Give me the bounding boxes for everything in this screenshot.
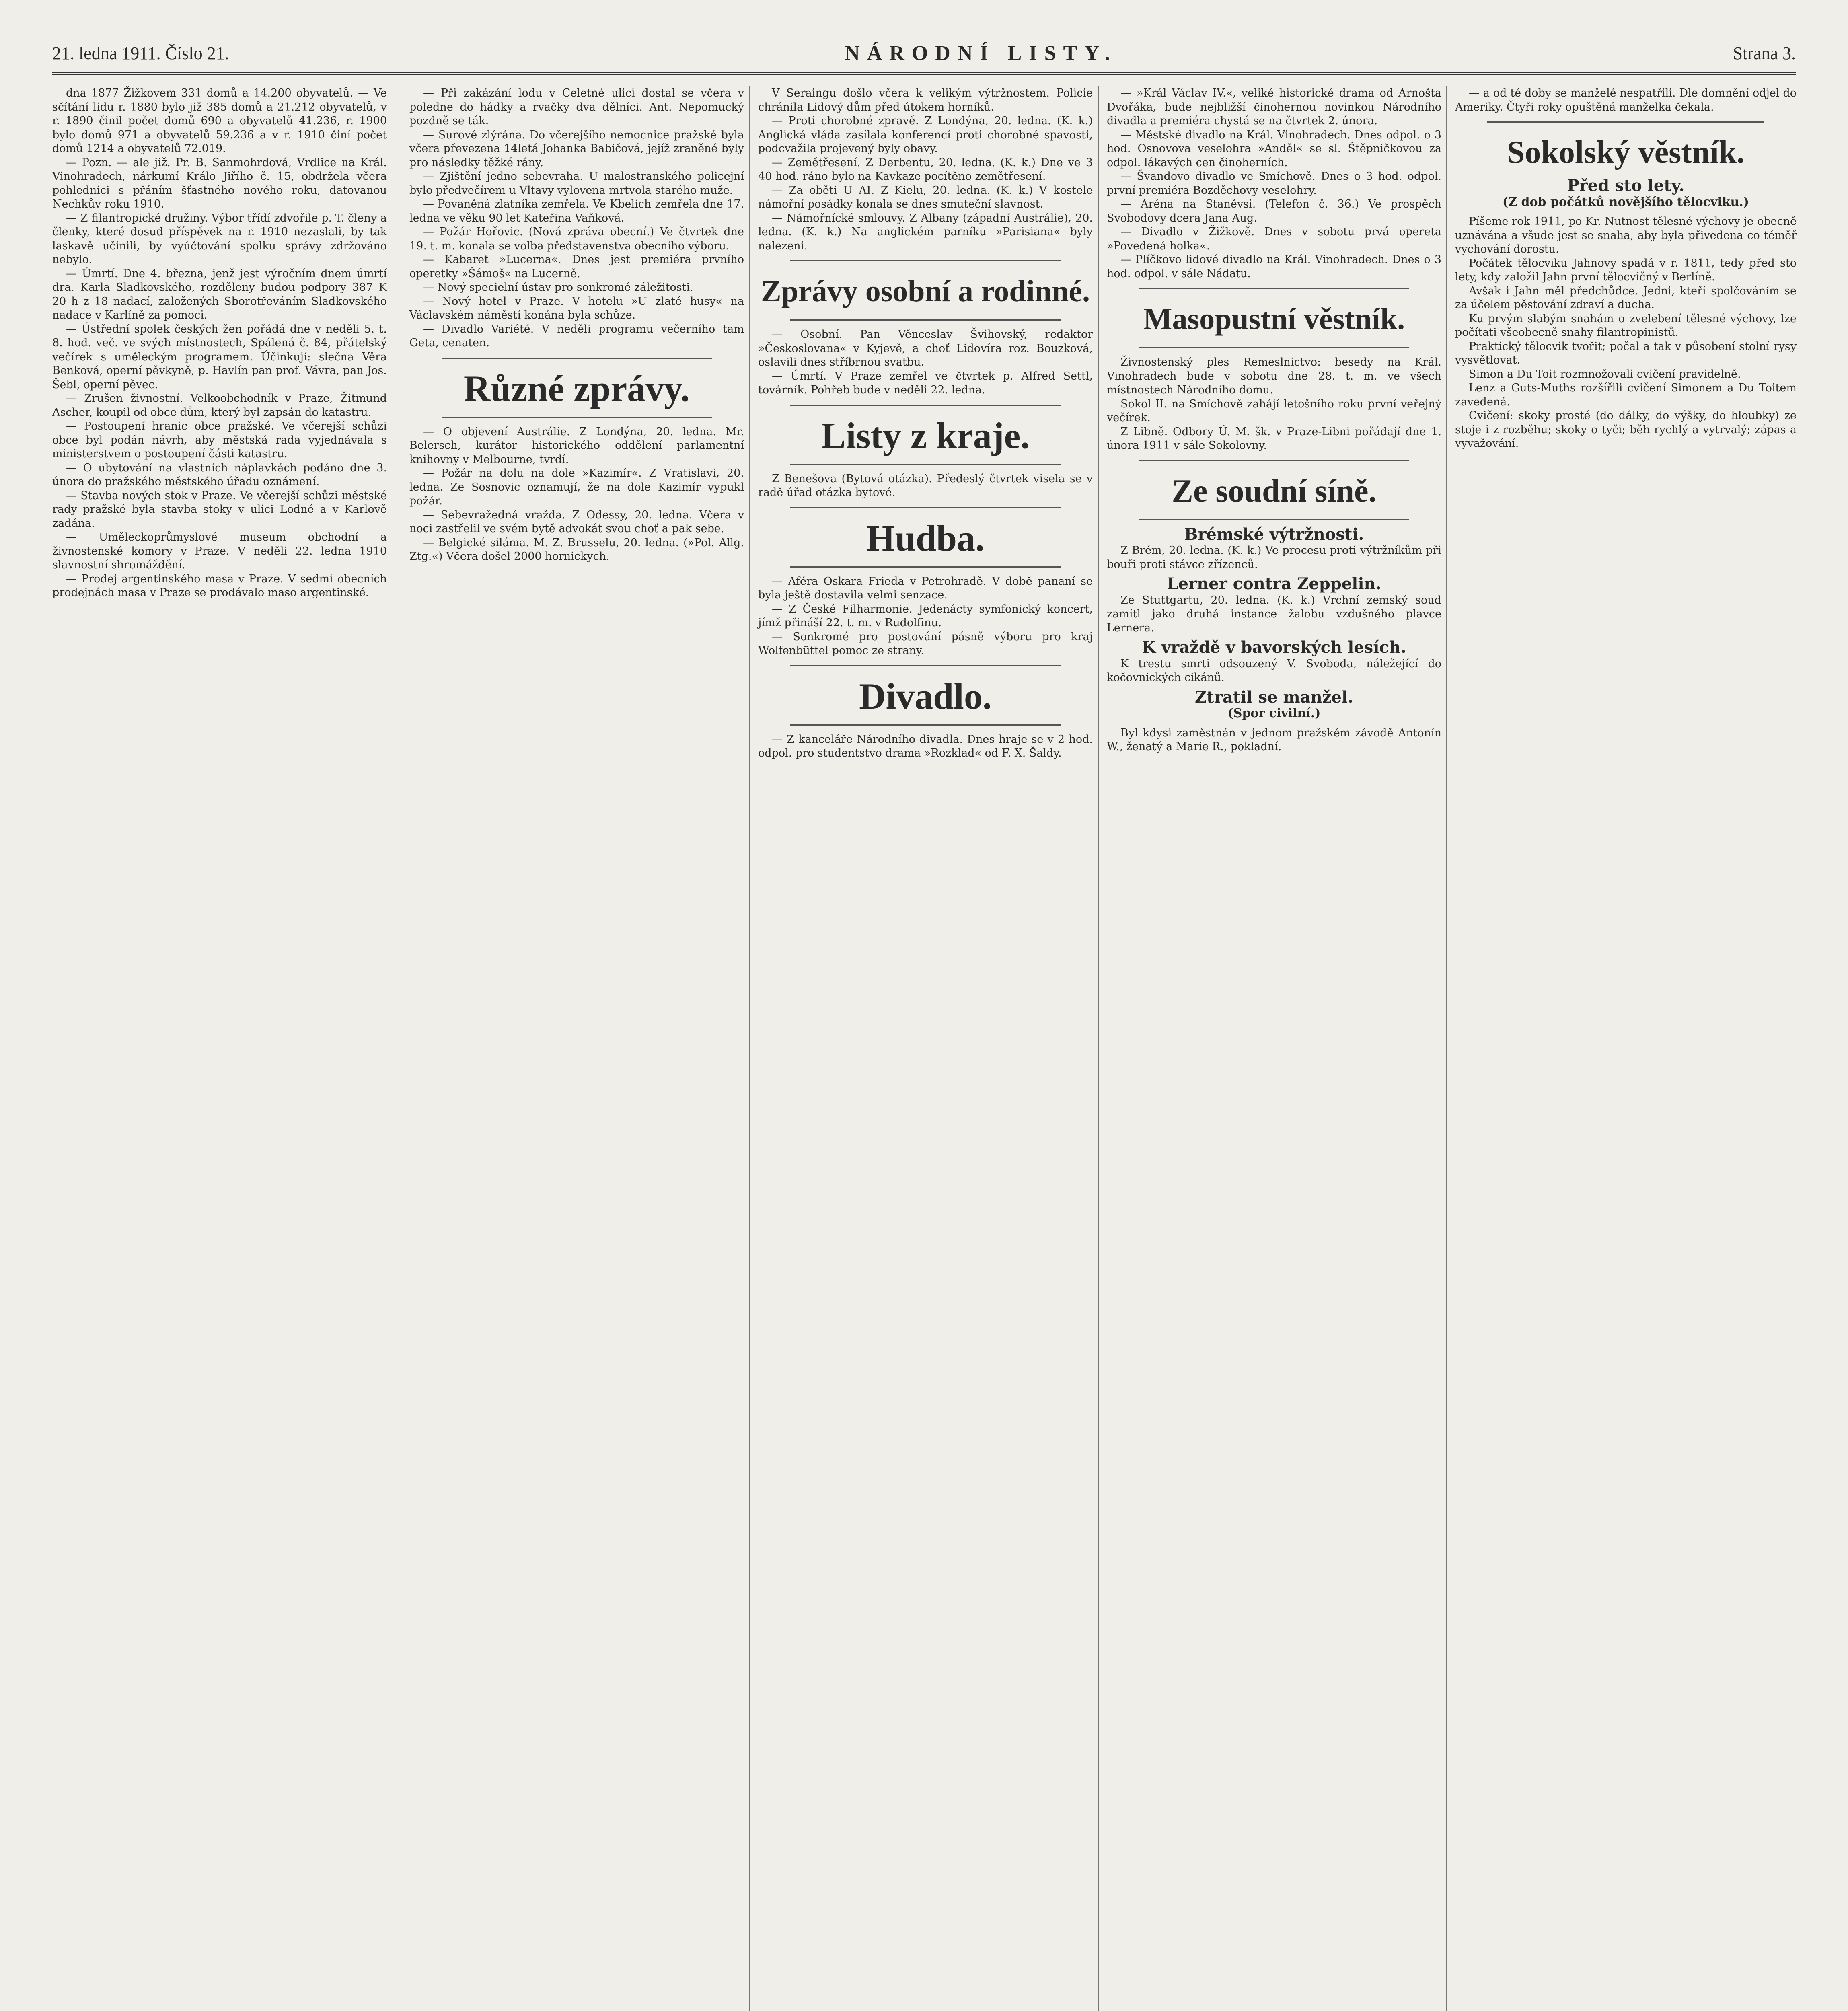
article: — Z České Filharmonie. Jedenácty symfonický koncert, jímž přináší 22. t. m. v Rudolfinu. <box>758 602 1093 629</box>
section-heading: Hudba. <box>866 517 985 559</box>
article: — Divadlo Variété. V neděli programu večerního tam Geta, cenaten. <box>409 323 744 349</box>
article: — Z filantropické družiny. Výbor třídí zdvořile p. T. členy a členky, které dosud příspěvek na r. 1910 nezaslali, by tak laskavě učinili, by vyúčtování spolku správy zdržováno nebylo. <box>52 212 387 266</box>
article: — »Král Václav IV.«, veliké historické drama od Arnošta Dvořáka, bude nejbližší činohernou novinkou Národního divadla a premiéra chystá se na čtvrtek 2. února. <box>1107 87 1441 127</box>
column-1 <box>52 86 387 2011</box>
masthead <box>52 24 1796 75</box>
article: — Surové zlýrána. Do včerejšího nemocnice pražské byla včera převezena 14letá Johanka Babičová, jejíž zraněné byly pro následky těžké rány. <box>409 128 744 169</box>
article: Byl kdysi zaměstnán v jednom pražském závodě Antonín W., ženatý a Marie R., pokladní. <box>1107 726 1441 753</box>
article-heading: Lerner contra Zeppelin. <box>1167 574 1381 593</box>
newspaper-title: NÁRODNÍ LISTY. <box>845 42 1117 65</box>
column-5 <box>1446 86 1797 2011</box>
article: V Seraingu došlo včera k velikým výtržnostem. Policie chránila Lidový dům před útokem horníků. <box>758 87 1093 113</box>
article: — Námořnícké smlouvy. Z Albany (západní Austrálie), 20. ledna. (K. k.) Na anglickém parníku »Parisiana« byly nalezeni. <box>758 212 1093 252</box>
article: — Pozn. — ale již. Pr. B. Sanmohrdová, Vrdlice na Král. Vinohradech, nárkumí Králo Jiřího č. 15, obdržela včera pohlednici s přáním šťastného nového roku, datovanou Nechkův roku 1910. <box>52 156 387 210</box>
section-divider <box>442 417 712 418</box>
section-divider <box>1139 288 1409 289</box>
article: — Nový specielní ústav pro sonkromé záležitosti. <box>423 281 693 294</box>
article: — Požár Hořovic. (Nová zpráva obecní.) Ve čtvrtek dne 19. t. m. konala se volba představenstva obecního výboru. <box>409 226 744 252</box>
article: Lenz a Guts-Muths rozšířili cvičení Simonem a Du Toitem zavedená. <box>1455 382 1797 408</box>
article: — Aréna na Staněvsi. (Telefon č. 36.) Ve prospěch Svobodovy dcera Jana Aug. <box>1107 198 1441 224</box>
article: — Aféra Oskara Frieda v Petrohradě. V době pananí se byla ještě dostavila velmi senzace. <box>758 575 1093 601</box>
article: Z Benešova (Bytová otázka). Předeslý čtvrtek visela se v radě úřad otázka bytové. <box>758 472 1093 499</box>
article-heading: K vraždě v bavorských lesích. <box>1142 638 1406 657</box>
article: Z Brém, 20. ledna. (K. k.) Ve procesu proti výtržníkům při bouři proti stávce zřízenců. <box>1107 544 1441 571</box>
section-heading: Ze soudní síně. <box>1172 473 1377 509</box>
article-heading: Brémské výtržnosti. <box>1184 524 1364 544</box>
article: — Za oběti U AI. Z Kielu, 20. ledna. (K. k.) V kostele námořní posádky konala se dnes smuteční slavnost. <box>758 184 1093 210</box>
section-divider <box>1139 519 1409 520</box>
article: — Kabaret »Lucerna«. Dnes jest premiéra prvního operetky »Šámoš« na Lucerně. <box>409 253 744 280</box>
section-heading: Sokolský věstník. <box>1507 135 1745 170</box>
article: — a od té doby se manželé nespatřili. Dle domnění odjel do Ameriky. Čtyři roky opuštěná manželka čekala. <box>1455 87 1797 113</box>
article-subheading: (Spor civilní.) <box>1227 706 1321 720</box>
article: — Úmrtí. V Praze zemřel ve čtvrtek p. Alfred Settl, továrník. Pohřeb bude v neděli 22. ledna. <box>758 370 1093 396</box>
section-divider <box>790 319 1061 321</box>
columns <box>52 86 1796 2011</box>
article: — Úmrtí. Dne 4. března, jenž jest výročním dnem úmrtí dra. Karla Sladkovského, rozděleny budou podpory 387 K 20 h z 18 nadací, založených Sborotřeváním Sladkovského nadace v Karlíně za pomoci. <box>52 267 387 321</box>
section-divider <box>442 358 712 359</box>
section-divider <box>790 507 1061 508</box>
column-3 <box>749 86 1093 2011</box>
article: — Postoupení hranic obce pražské. Ve včerejší schůzi obce byl podán návrh, aby městská rada vyjednávala s ministerstvem o postoupení části katastru. <box>52 420 387 460</box>
column-2 <box>401 86 744 2011</box>
article: Píšeme rok 1911, po Kr. Nutnost tělesné výchovy je obecně uznávána a všude jest se snaha, aby byla přivedena co téměř vychování dorostu. <box>1455 215 1797 255</box>
article-heading: Ztratil se manžel. <box>1195 687 1353 707</box>
article: — Zrušen živnostní. Velkoobchodník v Praze, Žitmund Ascher, koupil od obce dům, který byl zapsán do katastru. <box>52 392 387 419</box>
section-divider <box>1487 121 1764 123</box>
article: — O ubytování na vlastních náplavkách podáno dne 3. února do pražského městského úřadu oznámení. <box>52 461 387 488</box>
section-divider <box>790 260 1061 261</box>
article: dna 1877 Žižkovem 331 domů a 14.200 obyvatelů. — Ve sčítání lidu r. 1880 bylo již 385 domů a 21.212 obyvatelů, v r. 1890 činil počet domů 690 a obyvatelů 41.236, r. 1900 bylo domů 971 a obyvatelů 59.236 a v r. 1910 činí počet domů 1214 a obyvatelů 72.019. <box>52 87 387 155</box>
column-4 <box>1098 86 1441 2011</box>
article: — Sebevražedná vražda. Z Odessy, 20. ledna. Včera v noci zastřelil ve svém bytě advokát svou choť a pak sebe. <box>409 508 744 535</box>
section-divider <box>790 665 1061 666</box>
article: — Povaněná zlatníka zemřela. Ve Kbelích zemřela dne 17. ledna ve věku 90 let Kateřina Vaňková. <box>409 198 744 224</box>
article: Ku prvým slabým snahám o zvelebení tělesné výchovy, lze počítati všeobecně snahy filantropinistů. <box>1455 312 1797 339</box>
article: — Z kanceláře Národního divadla. Dnes hraje se v 2 hod. odpol. pro studentstvo drama »Rozklad« od F. X. Šaldy. <box>758 733 1093 759</box>
article: Cvičení: skoky prosté (do dálky, do výšky, do hloubky) ze stoje i z rozběhu; skoky o tyči; běh rychlý a vytrvalý; zápas a vyvažování. <box>1455 409 1797 450</box>
article: — Prodej argentinského masa v Praze. V sedmi obecních prodejnách masa v Praze se prodávalo maso argentinské. <box>52 572 387 599</box>
article: — Nový hotel v Praze. V hotelu »U zlaté husy« na Václavském náměstí konána byla schůze. <box>409 295 744 321</box>
section-divider <box>790 464 1061 465</box>
section-divider <box>1139 347 1409 348</box>
article: Z Libně. Odbory Ú. M. šk. v Praze-Libni pořádají dne 1. února 1911 v sále Sokolovny. <box>1107 425 1441 452</box>
article: Praktický tělocvik tvořit; počal a tak v působení stolní rysy vysvětlovat. <box>1455 340 1797 366</box>
issue-date: 21. ledna 1911. Číslo 21. <box>52 43 229 63</box>
article: — Stavba nových stok v Praze. Ve včerejší schůzi městské rady pražské byla stavba stoky v ulici Lodné a v Karlově zadána. <box>52 489 387 530</box>
article: — Požár na dolu na dole »Kazimír«. Z Vratislavi, 20. ledna. Ze Sosnovic oznamují, že na dole Kazimír vypukl požár. <box>409 467 744 507</box>
section-divider <box>790 405 1061 406</box>
page-number: Strana 3. <box>1733 43 1796 63</box>
article: — Švandovo divadlo ve Smíchově. Dnes o 3 hod. odpol. první premiéra Bozděchovy veselohry. <box>1107 170 1441 197</box>
article-heading: Před sto lety. <box>1567 176 1685 195</box>
section-heading: Různé zprávy. <box>463 368 690 409</box>
section-divider <box>790 724 1061 726</box>
article: Živnostenský ples Remeslnictvo: besedy na Král. Vinohradech bude v sobotu dne 28. t. m. ve všech místnostech Národního domu. <box>1107 356 1441 396</box>
article: Avšak i Jahn měl předchůdce. Jedni, kteří spolčováním se za účelem pěstování zdraví a ducha. <box>1455 284 1797 311</box>
section-heading: Listy z kraje. <box>821 415 1030 456</box>
article: — Zemětřesení. Z Derbentu, 20. ledna. (K. k.) Dne ve 3 40 hod. ráno bylo na Kavkaze pocítěno zemětřesení. <box>758 156 1093 183</box>
article-subheading: (Z dob počátků novějšího tělocviku.) <box>1503 195 1749 209</box>
article: — Ústřední spolek českých žen pořádá dne v neděli 5. t. 8. hod. več. ve svých místnostech, Spálená č. 84, přátelský večírek s uměleckým programem. Účinkují: slečna Věra Benková, operní pěvkyně, p. Havlín pan prof. Vávra, pan Jos. Šebl, operní pěvec. <box>52 323 387 391</box>
article: K trestu smrti odsouzený V. Svoboda, náležející do kočovnických cikánů. <box>1107 657 1441 684</box>
article: — Městské divadlo na Král. Vinohradech. Dnes odpol. o 3 hod. Osnovova veselohra »Anděl« se sl. Štěpničkovou za odpol. lákavých cen činoherních. <box>1107 128 1441 169</box>
article: — Plíčkovo lidové divadlo na Král. Vinohradech. Dnes o 3 hod. odpol. v sále Nádatu. <box>1107 253 1441 280</box>
article: Sokol II. na Smíchově zahájí letošního roku první veřejný večírek. <box>1107 397 1441 424</box>
article: — Zjištění jedno sebevraha. U malostranského policejní bylo předvečírem u Vltavy vylovena mrtvola starého muže. <box>409 170 744 197</box>
article: Simon a Du Toit rozmnožovali cvičení pravidelně. <box>1469 368 1741 380</box>
article: Počátek tělocviku Jahnovy spadá v r. 1811, tedy před sto lety, kdy založil Jahn první tělocvičný v Berlíně. <box>1455 257 1797 283</box>
article: — Belgické siláma. M. Z. Brusselu, 20. ledna. (»Pol. Allg. Ztg.«) Včera došel 2000 hornickych. <box>409 536 744 563</box>
article: — Při zakázání lodu v Celetné ulici dostal se včera v poledne do hádky a rvačky dva dělníci. Ant. Nepomucký pozdně se ták. <box>409 87 744 127</box>
section-heading: Divadlo. <box>859 675 992 717</box>
section-divider <box>1139 460 1409 461</box>
article: Ze Stuttgartu, 20. ledna. (K. k.) Vrchní zemský soud zamítl jako druhá instance žalobu vzdušného plavce Lernera. <box>1107 594 1441 634</box>
article: — Proti chorobné zpravě. Z Londýna, 20. ledna. (K. k.) Anglická vláda zasílala konferencí proti chorobné spavosti, podcvažila projevený byly obavy. <box>758 115 1093 155</box>
section-heading: Masopustní věstník. <box>1143 302 1405 336</box>
article: — O objevení Austrálie. Z Londýna, 20. ledna. Mr. Belersch, kurátor historického oddělení parlamentní knihovny v Melbourne, tvrdí. <box>409 425 744 466</box>
section-divider <box>790 566 1061 568</box>
article: — Uměleckoprůmyslové museum obchodní a živnostenské komory v Praze. V neděli 22. ledna 1910 slavnostní shromáždění. <box>52 531 387 571</box>
section-heading: Zprávy osobní a rodinné. <box>761 274 1090 308</box>
article: — Divadlo v Žižkově. Dnes v sobotu prvá opereta »Povedená holka«. <box>1107 226 1441 252</box>
article: — Sonkromé pro postování pásně výboru pro kraj Wolfenbüttel pomoc ze strany. <box>758 630 1093 657</box>
article: — Osobní. Pan Věnceslav Švihovský, redaktor »Českoslovana« v Kyjevě, a choť Lidovíra roz. Bouzková, oslavili dnes stříbrnou svatbu. <box>758 328 1093 368</box>
